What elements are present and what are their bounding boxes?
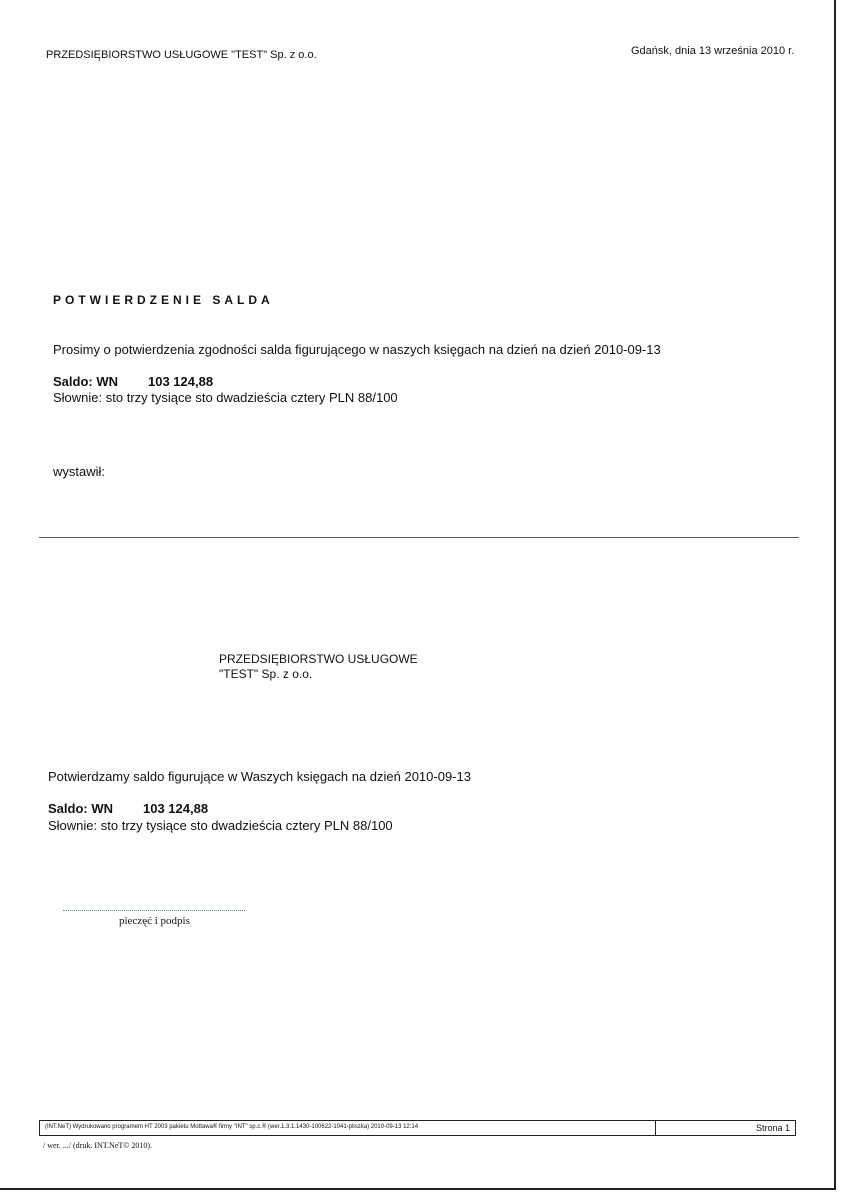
saldo-value: 103 124,88 (148, 374, 214, 389)
document-date: Gdańsk, dnia 13 września 2010 r. (631, 45, 795, 57)
footer-separator (655, 1121, 656, 1135)
issued-by-label: wystawił: (53, 464, 106, 479)
reply-saldo-value: 103 124,88 (143, 801, 209, 816)
recipient-line-2: "TEST" Sp. z o.o. (219, 667, 313, 681)
cut-line-divider (39, 537, 799, 538)
saldo-in-words: Słownie: sto trzy tysiące sto dwadzieścia cztery PLN 88/100 (53, 390, 398, 405)
signature-label: pieczęć i podpis (119, 915, 190, 927)
reply-saldo-label: Saldo: WN (48, 801, 113, 816)
request-text: Prosimy o potwierdzenia zgodności salda figurującego w naszych księgach na dzień na dzień 2010-09-13 (53, 342, 661, 357)
signature-line (63, 910, 245, 911)
page-number: Strona 1 (755, 1123, 790, 1133)
saldo-label: Saldo: WN (53, 374, 118, 389)
footer-box (39, 1120, 796, 1136)
document-title: POTWIERDZENIE SALDA (53, 293, 274, 307)
reply-saldo-in-words: Słownie: sto trzy tysiące sto dwadzieścia cztery PLN 88/100 (48, 818, 393, 833)
confirmation-text: Potwierdzamy saldo figurujące w Waszych księgach na dzień 2010-09-13 (48, 769, 471, 784)
recipient-line-1: PRZEDSIĘBIORSTWO USŁUGOWE (219, 652, 418, 666)
footer-note: / wer. .../ (druk. INT.NeT© 2010). (43, 1141, 153, 1150)
footer-print-info: (INT.NeT) Wydrukowano programem HT 2003 pakietu Mottawa® firmy "INT" sp.c.® (wer.1.3.1.1430-100622-1041-pliszka) 2010-09-13 12:14 (45, 1124, 419, 1130)
saldo-line (53, 374, 213, 389)
company-name-header: PRZEDSIĘBIORSTWO USŁUGOWE "TEST" Sp. z o.o. (46, 49, 317, 61)
reply-saldo-line (48, 801, 208, 816)
